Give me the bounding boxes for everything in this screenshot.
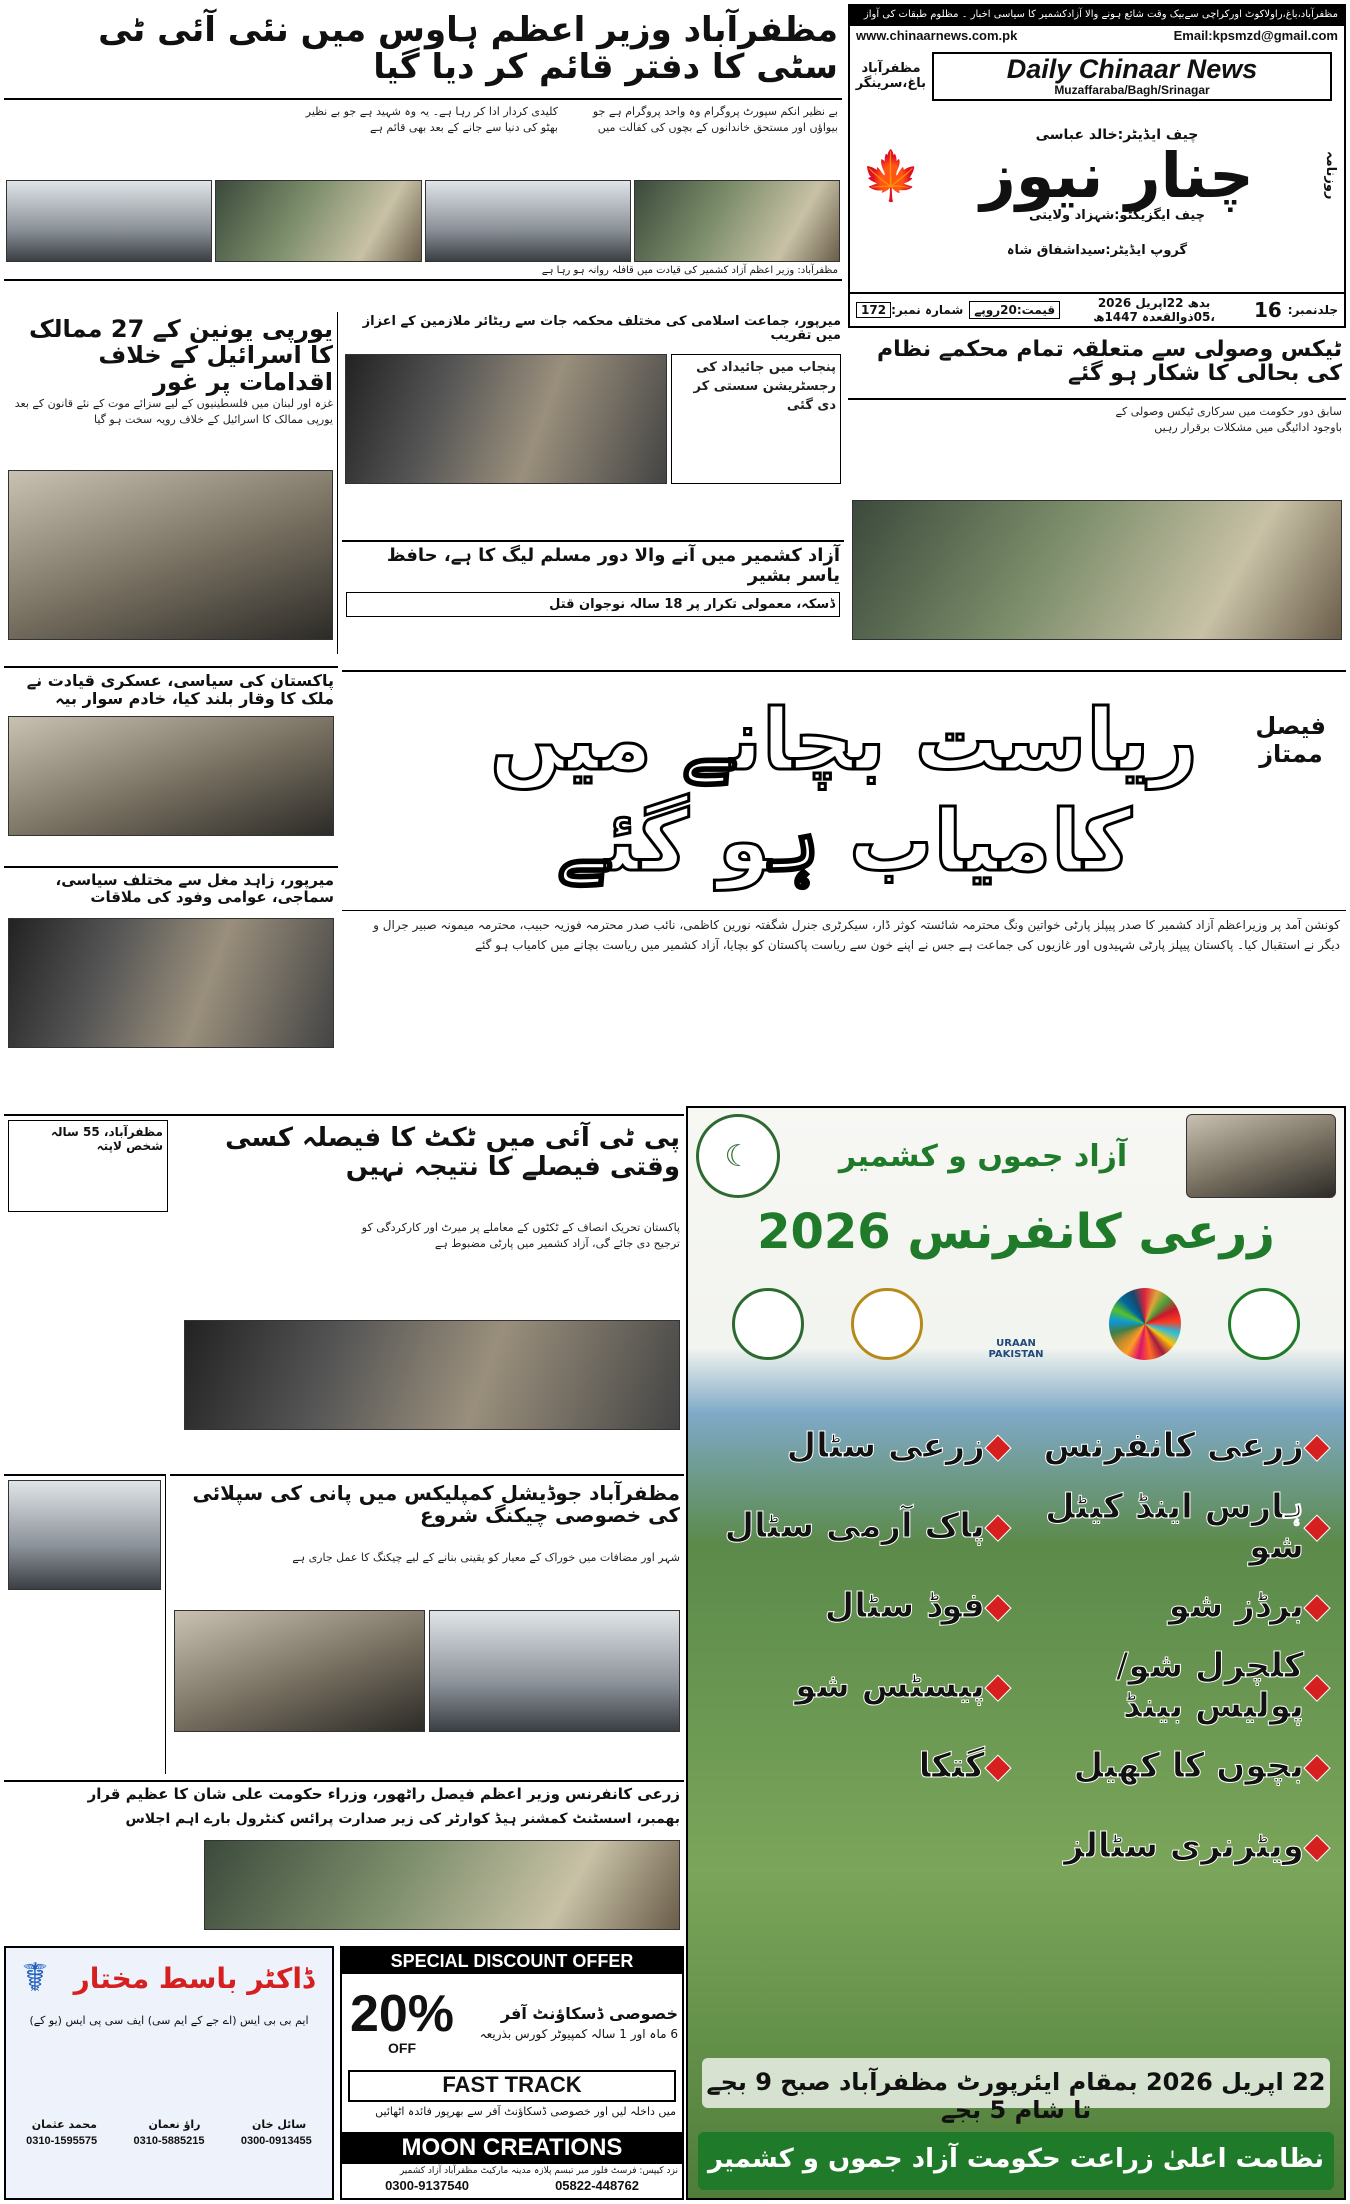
news-photo xyxy=(8,716,334,836)
diamond-bullet-icon: ◆ xyxy=(984,1666,1011,1706)
agri-item: ◆ پیسٹس شو xyxy=(795,1666,1011,1706)
masthead-name-urdu: چنار نیوز xyxy=(980,138,1254,212)
masthead-roznama: روزنامہ xyxy=(1323,150,1338,200)
news-photo xyxy=(8,470,333,640)
agri-ad-title: زرعی کانفرنس 2026 xyxy=(757,1204,1275,1260)
masthead-volume-label: جلدنمبر: xyxy=(1287,303,1338,317)
moon-creations-ad xyxy=(340,1946,684,2200)
diamond-bullet-icon: ◆ xyxy=(984,1746,1011,1786)
water-story xyxy=(170,1474,684,1774)
eu-story xyxy=(4,312,338,654)
uraan-pakistan-logo xyxy=(971,1288,1061,1360)
masthead-price: قیمت:20روپے xyxy=(969,301,1060,319)
news-photo xyxy=(634,180,840,262)
masthead-chief-editor: چیف ایڈیٹر:خالد عباسی xyxy=(1035,126,1199,143)
diamond-bullet-icon: ◆ xyxy=(1303,1746,1330,1786)
pti-story xyxy=(4,1114,684,1464)
doctor-phone[interactable]: 0300-0913455 xyxy=(240,2135,312,2147)
agri-item: ◆ زرعی سٹال xyxy=(786,1426,1011,1466)
news-photo xyxy=(6,180,212,262)
masthead-date: بدھ 22اپریل 2026 ،05ذوالقعدہ 1447ھ xyxy=(1093,296,1215,324)
fast-track-label: FAST TRACK xyxy=(348,2070,676,2102)
agri-item: ◆ بچوں کا کھیل xyxy=(1073,1746,1330,1786)
mirpur-story xyxy=(342,312,844,532)
offer-urdu: خصوصی ڈسکاؤنٹ آفر xyxy=(500,2003,678,2023)
doctor-name: ڈاکٹر باسط مختار xyxy=(73,1961,315,1995)
water-story-headline: مظفرآباد جوڈیشل کمپلیکس میں پانی کی سپلائی کی خصوصی چیکنگ شروع xyxy=(192,1481,680,1527)
news-photo xyxy=(174,1610,425,1732)
offer-title: SPECIAL DISCOUNT OFFER xyxy=(342,1948,682,1974)
sdg-wheel-icon xyxy=(1109,1288,1181,1360)
news-photo xyxy=(184,1320,680,1430)
news-photo xyxy=(429,1610,680,1732)
pakistan-story xyxy=(4,666,338,1106)
brief-column xyxy=(4,1474,166,1774)
agri-item: ◆ ویٹرنری سٹالز xyxy=(1064,1826,1330,1866)
discount-percent: 20% xyxy=(349,1985,455,2043)
moon-address: نزد کیپس: فرسٹ فلور میر تبسم پلازہ مدینہ مارکیٹ مظفرآباد آزاد کشمیر xyxy=(399,2166,678,2176)
masthead-issue-label: شمارہ نمبر: xyxy=(891,303,964,317)
bottom-story-headline2: بھمبر، اسسٹنٹ کمشنر ہیڈ کوارٹر کی زیر صدارت پرائس کنٹرول بارے اہم اجلاس xyxy=(125,1811,680,1827)
diamond-bullet-icon: ◆ xyxy=(984,1586,1011,1626)
eu-story-headline: یورپی یونین کے 27 ممالک کا اسرائیل کے خلاف اقدامات پر غور xyxy=(28,315,333,396)
mirpur-story-body: پنجاب میں جائیداد کی رجسٹریشن سستی کر دی گئی xyxy=(671,354,841,484)
ak-story xyxy=(342,540,844,660)
top-story xyxy=(4,4,842,306)
agri-ad-footer: نظامت اعلیٰ زراعت حکومت آزاد جموں و کشمیر xyxy=(698,2132,1334,2190)
pakistan-story-headline: پاکستان کی سیاسی، عسکری قیادت نے ملک کا وقار بلند کیا، خادم سوار بیہ xyxy=(26,671,334,708)
news-photo xyxy=(8,1480,161,1590)
masthead-group-editor: گروپ ایڈیٹر:سیداشفاق شاہ xyxy=(1006,243,1188,258)
diamond-bullet-icon: ◆ xyxy=(1303,1666,1330,1706)
masthead-english-name: Daily Chinaar News xyxy=(1006,53,1258,84)
main-story-body: کونشن آمد پر وزیراعظم آزاد کشمیر کا صدر پیپلز پارٹی خواتین ونگ محترمہ شائستہ کوثر ڈار، سیکرٹری جنرل شگفتہ نورین کاظمی، نائب صدر محترمہ فوزیہ حبیب، محترمہ میمونہ صبیر جرال و دیگر نے استقبال کیا۔ پاکستان پیپلز پارٹی شہیدوں اور غازیوں کی جماعت ہے جس نے اپنے خون سے ریاست پاکستان کو بچایا، آزاد کشمیر میں ریاست بچانے میں کامیاب ہو گئے xyxy=(342,910,1346,1080)
masthead-volume: 16 xyxy=(1253,298,1282,322)
agri-item: ◆ زرعی کانفرنس xyxy=(1043,1426,1330,1466)
ajk-emblem-icon: ☾ xyxy=(696,1114,780,1198)
doctor-degrees: ایم بی بی ایس (اے جے کے ایم سی) ایف سی پی ایس (یو کے) xyxy=(29,2014,309,2027)
course-text: 6 ماہ اور 1 سالہ کمپیوٹر کورس بذریعہ xyxy=(479,2026,678,2041)
pti-story-headline: پی ٹی آئی میں ٹکٹ کا فیصلہ کسی وقتی فیصلے کا نتیجہ نہیں xyxy=(225,1123,680,1182)
top-story-caption: مظفرآباد: وزیر اعظم آزاد کشمیر کی قیادت میں قافلہ روانہ ہو رہا ہے xyxy=(4,262,842,281)
news-photo xyxy=(345,354,667,484)
diamond-bullet-icon: ◆ xyxy=(984,1426,1011,1466)
news-photo xyxy=(852,500,1342,640)
news-photo xyxy=(215,180,421,262)
masthead xyxy=(848,4,1346,328)
agri-ad-region: آزاد جموں و کشمیر xyxy=(838,1138,1128,1174)
doctor-contact: سائل خان xyxy=(252,2118,307,2131)
news-photo xyxy=(204,1840,680,1930)
tax-story xyxy=(848,334,1346,664)
diamond-bullet-icon: ◆ xyxy=(1303,1506,1330,1546)
doctor-ad xyxy=(4,1946,334,2200)
diamond-bullet-icon: ◆ xyxy=(984,1506,1011,1546)
agri-item: ◆ کلچرل شو/پولیس بینڈ xyxy=(1116,1646,1330,1726)
moon-phone[interactable]: 0300-9137540 xyxy=(385,2178,469,2193)
eu-story-body: غزہ اور لبنان میں فلسطینیوں کے لیے سزائے موت کے نئے قانون کے بعد یورپی ممالک کا اسرائیل کے خلاف رویہ سخت ہو گیا xyxy=(14,397,333,426)
officials-photo xyxy=(1186,1114,1336,1198)
maple-leaf-icon: 🍁 xyxy=(861,147,921,204)
doctor-contact: محمد عثمان xyxy=(31,2118,97,2131)
snb-seal-icon xyxy=(1228,1288,1300,1360)
ak-story-sub: ڈسکہ، معمولی تکرار پر 18 سالہ نوجوان قتل xyxy=(346,592,840,617)
masthead-tagline: مظفرآباد،باغ،راولاکوٹ اورکراچی سےبیک وقت شائع ہونے والا آزادکشمیر کا سیاسی اخبار ۔ مظلوم طبقات کی آواز xyxy=(850,6,1344,26)
water-story-body: شہر اور مضافات میں خوراک کے معیار کو یقینی بنانے کے لیے چیکنگ کا عمل جاری ہے xyxy=(292,1551,680,1564)
tax-story-body: سابق دور حکومت میں سرکاری ٹیکس وصولی کے باوجود ادائیگی میں مشکلات برقرار رہیں xyxy=(1115,405,1342,434)
agri-ad-logos xyxy=(688,1276,1344,1372)
doctor-phone[interactable]: 0310-5885215 xyxy=(133,2135,205,2147)
agri-item: ◆ فوڈ سٹال xyxy=(824,1586,1011,1626)
doctor-contact: راؤ نعمان xyxy=(148,2118,201,2131)
masthead-email[interactable]: Email:kpsmzd@gmail.com xyxy=(1173,28,1338,43)
masthead-website[interactable]: www.chinaarnews.com.pk xyxy=(856,28,1018,43)
diamond-bullet-icon: ◆ xyxy=(1303,1826,1330,1866)
moon-brand: MOON CREATIONS xyxy=(342,2132,682,2164)
forest-seal-icon xyxy=(732,1288,804,1360)
pti-story-body: پاکستان تحریک انصاف کے ٹکٹوں کے معاملے پر میرٹ اور کارکردگی کو ترجیح دی جائے گی، آزاد کشمیر میں پارٹی مضبوط ہے xyxy=(361,1221,680,1250)
main-story xyxy=(342,670,1346,1094)
agri-ad-items xyxy=(702,1406,1330,1966)
agri-item: ◆ برڈز شو xyxy=(1168,1586,1330,1626)
pti-side-box: مظفرآباد، 55 سالہ شخص لاپتہ xyxy=(8,1120,168,1212)
medical-caduceus-icon: ☤ xyxy=(21,1955,49,2001)
news-photo xyxy=(425,180,631,262)
main-story-tag: فیصل ممتاز xyxy=(1255,712,1326,768)
pakistan-sub-headline: میرپور، زاہد مغل سے مختلف سیاسی، سماجی، عوامی وفود کی ملاقات xyxy=(4,866,338,914)
masthead-english-box xyxy=(932,52,1332,101)
moon-note: میں داخلہ لیں اور خصوصی ڈسکاؤنٹ آفر سے بھرپور فائدہ اٹھائیں xyxy=(375,2105,676,2118)
agri-conference-ad xyxy=(686,1106,1346,2200)
top-story-headline: مظفرآباد وزیر اعظم ہاوس میں نئی آئی ٹی سٹی کا دفتر قائم کر دیا گیا xyxy=(4,4,842,100)
masthead-issue: 172 xyxy=(856,302,891,318)
masthead-info-bar xyxy=(850,292,1344,326)
main-story-headline: ریاست بچانے میں کامیاب ہو گئے xyxy=(490,691,1198,890)
tax-story-headline: ٹیکس وصولی سے متعلقہ تمام محکمے نظام کی بحالی کا شکار ہو گئے xyxy=(848,334,1346,400)
agri-seal-icon xyxy=(851,1288,923,1360)
moon-phone[interactable]: 05822-448762 xyxy=(555,2178,639,2193)
news-photo xyxy=(8,918,334,1048)
top-story-body: بے نظیر انکم سپورٹ پروگرام وہ واحد پروگرام ہے جو بیواؤں اور مستحق خاندانوں کے بچوں کی کفالت میں کلیدی کردار ادا کر رہا ہے۔ یہ وہ شہید ہے جو بے نظیر بھٹو کی دنیا سے جانے کے بعد بھی قائم ہے xyxy=(305,105,838,134)
diamond-bullet-icon: ◆ xyxy=(1303,1426,1330,1466)
agri-item: ◆ ہارس اینڈ کیٹل شو xyxy=(1045,1486,1330,1567)
discount-off: OFF xyxy=(388,2040,416,2056)
masthead-english-cities: Muzaffaraba/Bagh/Srinagar xyxy=(1054,82,1210,97)
doctor-phone[interactable]: 0310-1595575 xyxy=(26,2135,98,2147)
masthead-executive: چیف ایگزیکٹو:شہزاد ولایتی xyxy=(1028,208,1205,224)
diamond-bullet-icon: ◆ xyxy=(1303,1586,1330,1626)
uraan-logo-text: URAAN PAKISTAN xyxy=(988,1338,1044,1360)
ak-story-headline: آزاد کشمیر میں آنے والا دور مسلم لیگ کا ہے، حافظ یاسر بشیر xyxy=(386,545,840,586)
bottom-story-headline: زرعی کانفرنس وزیر اعظم فیصل راٹھور، وزراء حکومت علی شان کا عظیم قرار xyxy=(87,1785,680,1803)
agri-item: ◆ گتکا xyxy=(918,1746,1011,1786)
masthead-cities: مظفرآباد باغ،سرینگر xyxy=(855,61,926,91)
mirpur-story-headline: میرپور، جماعت اسلامی کی مختلف محکمہ جات سے ریٹائر ملازمین کے اعزاز میں تقریب xyxy=(362,314,841,344)
bottom-story xyxy=(4,1780,684,1940)
agri-ad-date: 22 اپریل 2026 بمقام ایئرپورٹ مظفرآباد صبح 9 بجے تا شام 5 بجے xyxy=(702,2058,1330,2108)
agri-item: ◆ پاک آرمی سٹال xyxy=(724,1506,1011,1546)
